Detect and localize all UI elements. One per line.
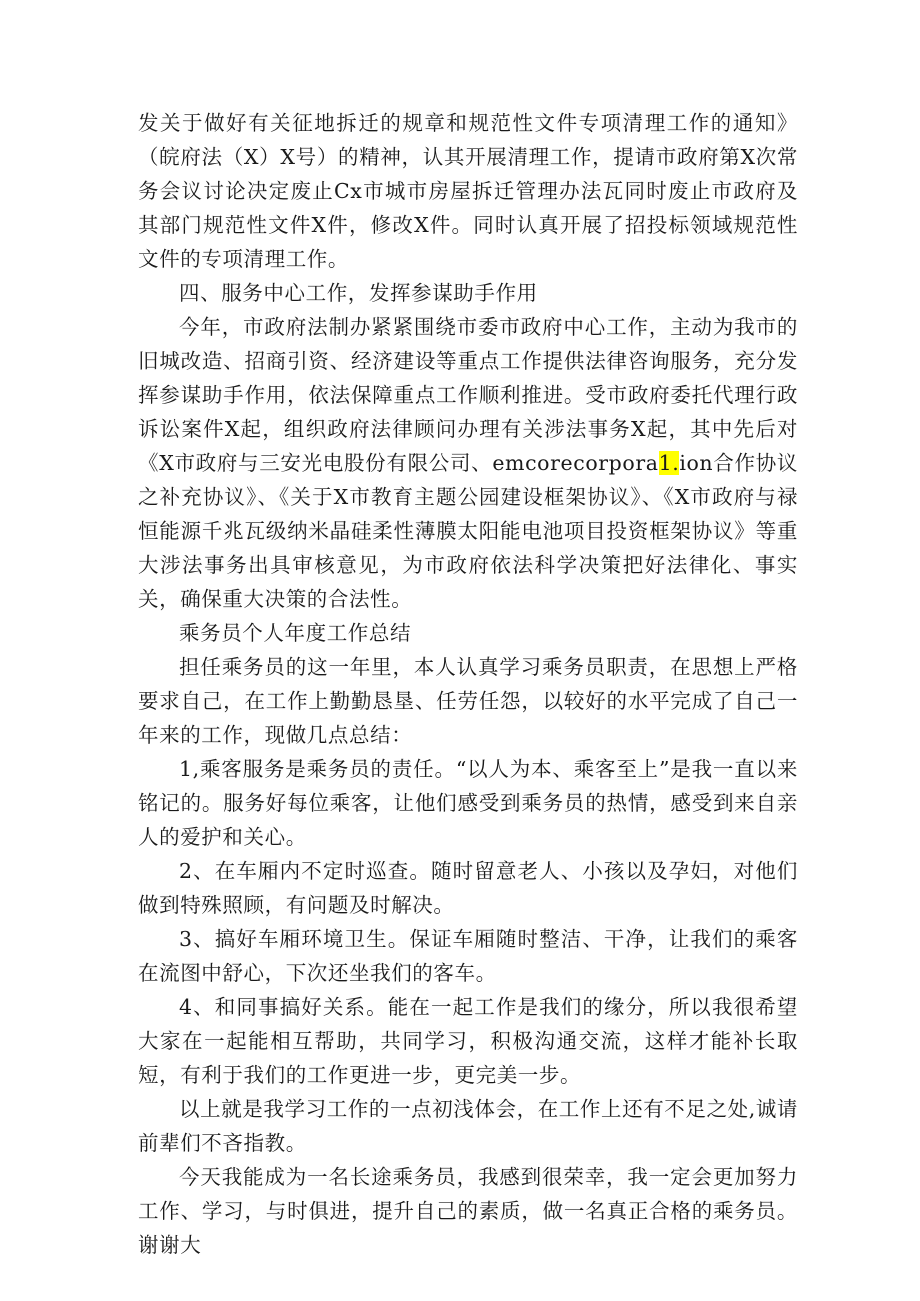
legal-consulting-text-after: ion合作协议之补充协议》、《关于X市教育主题公园建设框架协议》、《X市政府与禄恒能源千兆瓦级纳米晶硅柔性薄膜太阳能电池项目投资框架协议》等重大涉法事务出具审核意见，为市政府依法科学决策把好法律化、事实关，确保重大决策的合法性。 [138, 451, 798, 611]
paragraph-cleanup-work: 发关于做好有关征地拆迁的规章和规范性文件专项清理工作的通知》（皖府法（X）X号）的精神，认其开展清理工作，提请市政府第X次常务会议讨论决定废止Cx市城市房屋拆迁管理办法瓦同时废止市政府及其部门规范性文件X件，修改X件。同时认真开展了招投标领域规范性文件的专项清理工作。 [138, 111, 798, 271]
paragraph-intro: 担任乘务员的这一年里，本人认真学习乘务员职责，在思想上严格要求自己，在工作上勤勤恳垦、任劳任怨，以较好的水平完成了自己一年来的工作，现做几点总结： [138, 655, 798, 747]
paragraph-point-2: 2、在车厢内不定时巡查。随时留意老人、小孩以及孕妇，对他们做到特殊照顾，有问题及时解决。 [138, 859, 798, 917]
paragraph-point-4: 4、和同事搞好关系。能在一起工作是我们的缘分，所以我很希望大家在一起能相互帮助，共同学习，积极沟通交流，这样才能补长取短，有利于我们的工作更进一步，更完美一步。 [138, 995, 798, 1087]
section-title-attendant-summary: 乘务员个人年度工作总结 [179, 621, 412, 645]
highlighted-text: 1. [658, 451, 680, 475]
legal-consulting-text-before: 今年，市政府法制办紧紧围绕市委市政府中心工作，主动为我市的旧城改造、招商引资、经济建设等重点工作提供法律咨询服务，充分发挥参谋助手作用，依法保障重点工作顺利推进。受市政府委托代理行政诉讼案件X起，组织政府法律顾问办理有关涉法事务X起，其中先后对《X市政府与三安光电股份有限公司、emcorecorpora [138, 315, 798, 475]
paragraph-legal-consulting [138, 310, 798, 616]
document-page [138, 106, 798, 1262]
section-heading-service-center: 四、服务中心工作，发挥参谋助手作用 [179, 281, 538, 305]
paragraph-point-3: 3、搞好车厢环境卫生。保证车厢随时整洁、干净，让我们的乘客在流图中舒心，下次还坐我们的客车。 [138, 927, 798, 985]
paragraph-conclusion: 以上就是我学习工作的一点初浅体会，在工作上还有不足之处,诚请前辈们不吝指教。 [138, 1097, 799, 1155]
paragraph-point-1: 1,乘客服务是乘务员的责任。“以人为本、乘客至上”是我一直以来铭记的。服务好每位乘客，让他们感受到乘务员的热情，感受到来自亲人的爱护和关心。 [138, 757, 798, 849]
paragraph-closing: 今天我能成为一名长途乘务员，我感到很荣幸，我一定会更加努力工作、学习，与时俱进，提升自己的素质，做一名真正合格的乘务员。谢谢大 [138, 1165, 798, 1257]
